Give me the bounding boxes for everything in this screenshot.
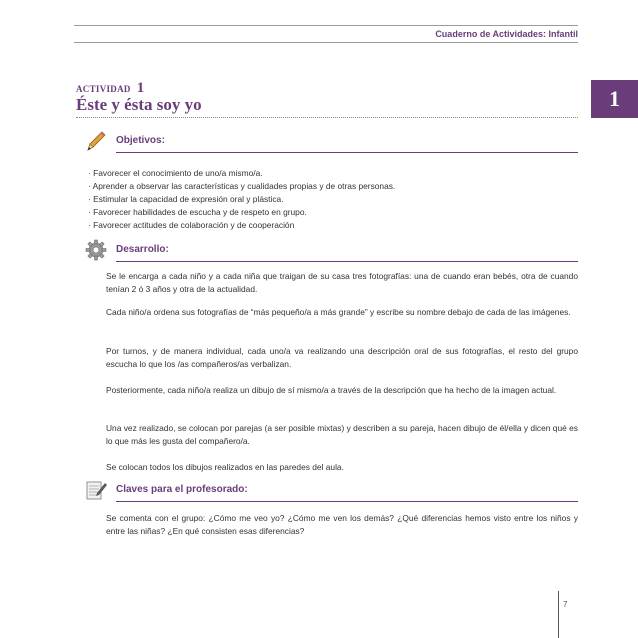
section-claves-rule bbox=[116, 501, 578, 502]
desarrollo-paragraph-3: Por turnos, y de manera individual, cada uno/a va realizando una descripción oral de sus fotografías, el resto del grupo escucha lo que los /as compañeros/as verbalizan. bbox=[106, 346, 578, 369]
list-item: · Favorecer habilidades de escucha y de respeto en grupo. bbox=[88, 206, 578, 219]
header-rule-top bbox=[74, 25, 578, 26]
header-rule-bottom bbox=[74, 42, 578, 43]
objectives-list bbox=[88, 167, 578, 232]
page-number: 7 bbox=[563, 600, 568, 609]
section-objetivos-rule bbox=[116, 152, 578, 153]
section-desarrollo-heading: Desarrollo: bbox=[116, 244, 169, 255]
section-claves-header bbox=[84, 478, 578, 502]
activity-number: 1 bbox=[136, 80, 145, 96]
page-number-rule bbox=[558, 591, 559, 638]
section-desarrollo-rule bbox=[116, 261, 578, 262]
list-item: · Aprender a observar las características y cualidades propias y de otras personas. bbox=[88, 180, 578, 193]
list-item: · Estimular la capacidad de expresión oral y plástica. bbox=[88, 193, 578, 206]
section-objetivos-heading: Objetivos: bbox=[116, 135, 165, 146]
chapter-tab: 1 bbox=[591, 80, 638, 118]
desarrollo-paragraph-5: Una vez realizado, se colocan por parejas (a ser posible mixtas) y describen a su pareja, hacen dibujo de él/ella y dicen qué es lo que más les gusta del compañero/a. bbox=[106, 423, 578, 446]
title-divider bbox=[76, 117, 578, 118]
list-item: · Favorecer actitudes de colaboración y de cooperación bbox=[88, 219, 578, 232]
header-title: Cuaderno de Actividades: Infantil bbox=[435, 29, 578, 39]
desarrollo-paragraph-4: Posteriormente, cada niño/a realiza un dibujo de sí mismo/a a través de la descripción que ha hecho de la imagen actual. bbox=[106, 385, 557, 395]
desarrollo-paragraph-2: Cada niño/a ordena sus fotografías de “más pequeño/a a más grande” y escribe su nombre debajo de cada de las imágenes. bbox=[106, 307, 571, 317]
gear-icon bbox=[84, 238, 108, 262]
section-claves-heading: Claves para el profesorado: bbox=[116, 484, 248, 495]
activity-title: Éste y ésta soy yo bbox=[76, 95, 202, 114]
pencil-icon bbox=[84, 129, 108, 153]
list-item: · Favorecer el conocimiento de uno/a mismo/a. bbox=[88, 167, 578, 180]
claves-paragraph-1: Se comenta con el grupo: ¿Cómo me veo yo? ¿Cómo me ven los demás? ¿Qué diferencias hemos visto entre los niños y entre las niñas? ¿En qué consisten esas diferencias? bbox=[106, 513, 578, 536]
notepad-icon bbox=[84, 478, 108, 502]
section-desarrollo-header bbox=[84, 238, 578, 262]
activity-label-text: ACTIVIDAD bbox=[76, 84, 131, 94]
desarrollo-paragraph-6: Se colocan todos los dibujos realizados en las paredes del aula. bbox=[106, 462, 344, 472]
desarrollo-paragraph-1: Se le encarga a cada niño y a cada niña que traigan de su casa tres fotografías: una de cuando eran bebés, otra de cuando tenían 2 ó 3 años y otra de la actualidad. bbox=[106, 271, 578, 294]
section-objetivos-header bbox=[84, 129, 578, 153]
